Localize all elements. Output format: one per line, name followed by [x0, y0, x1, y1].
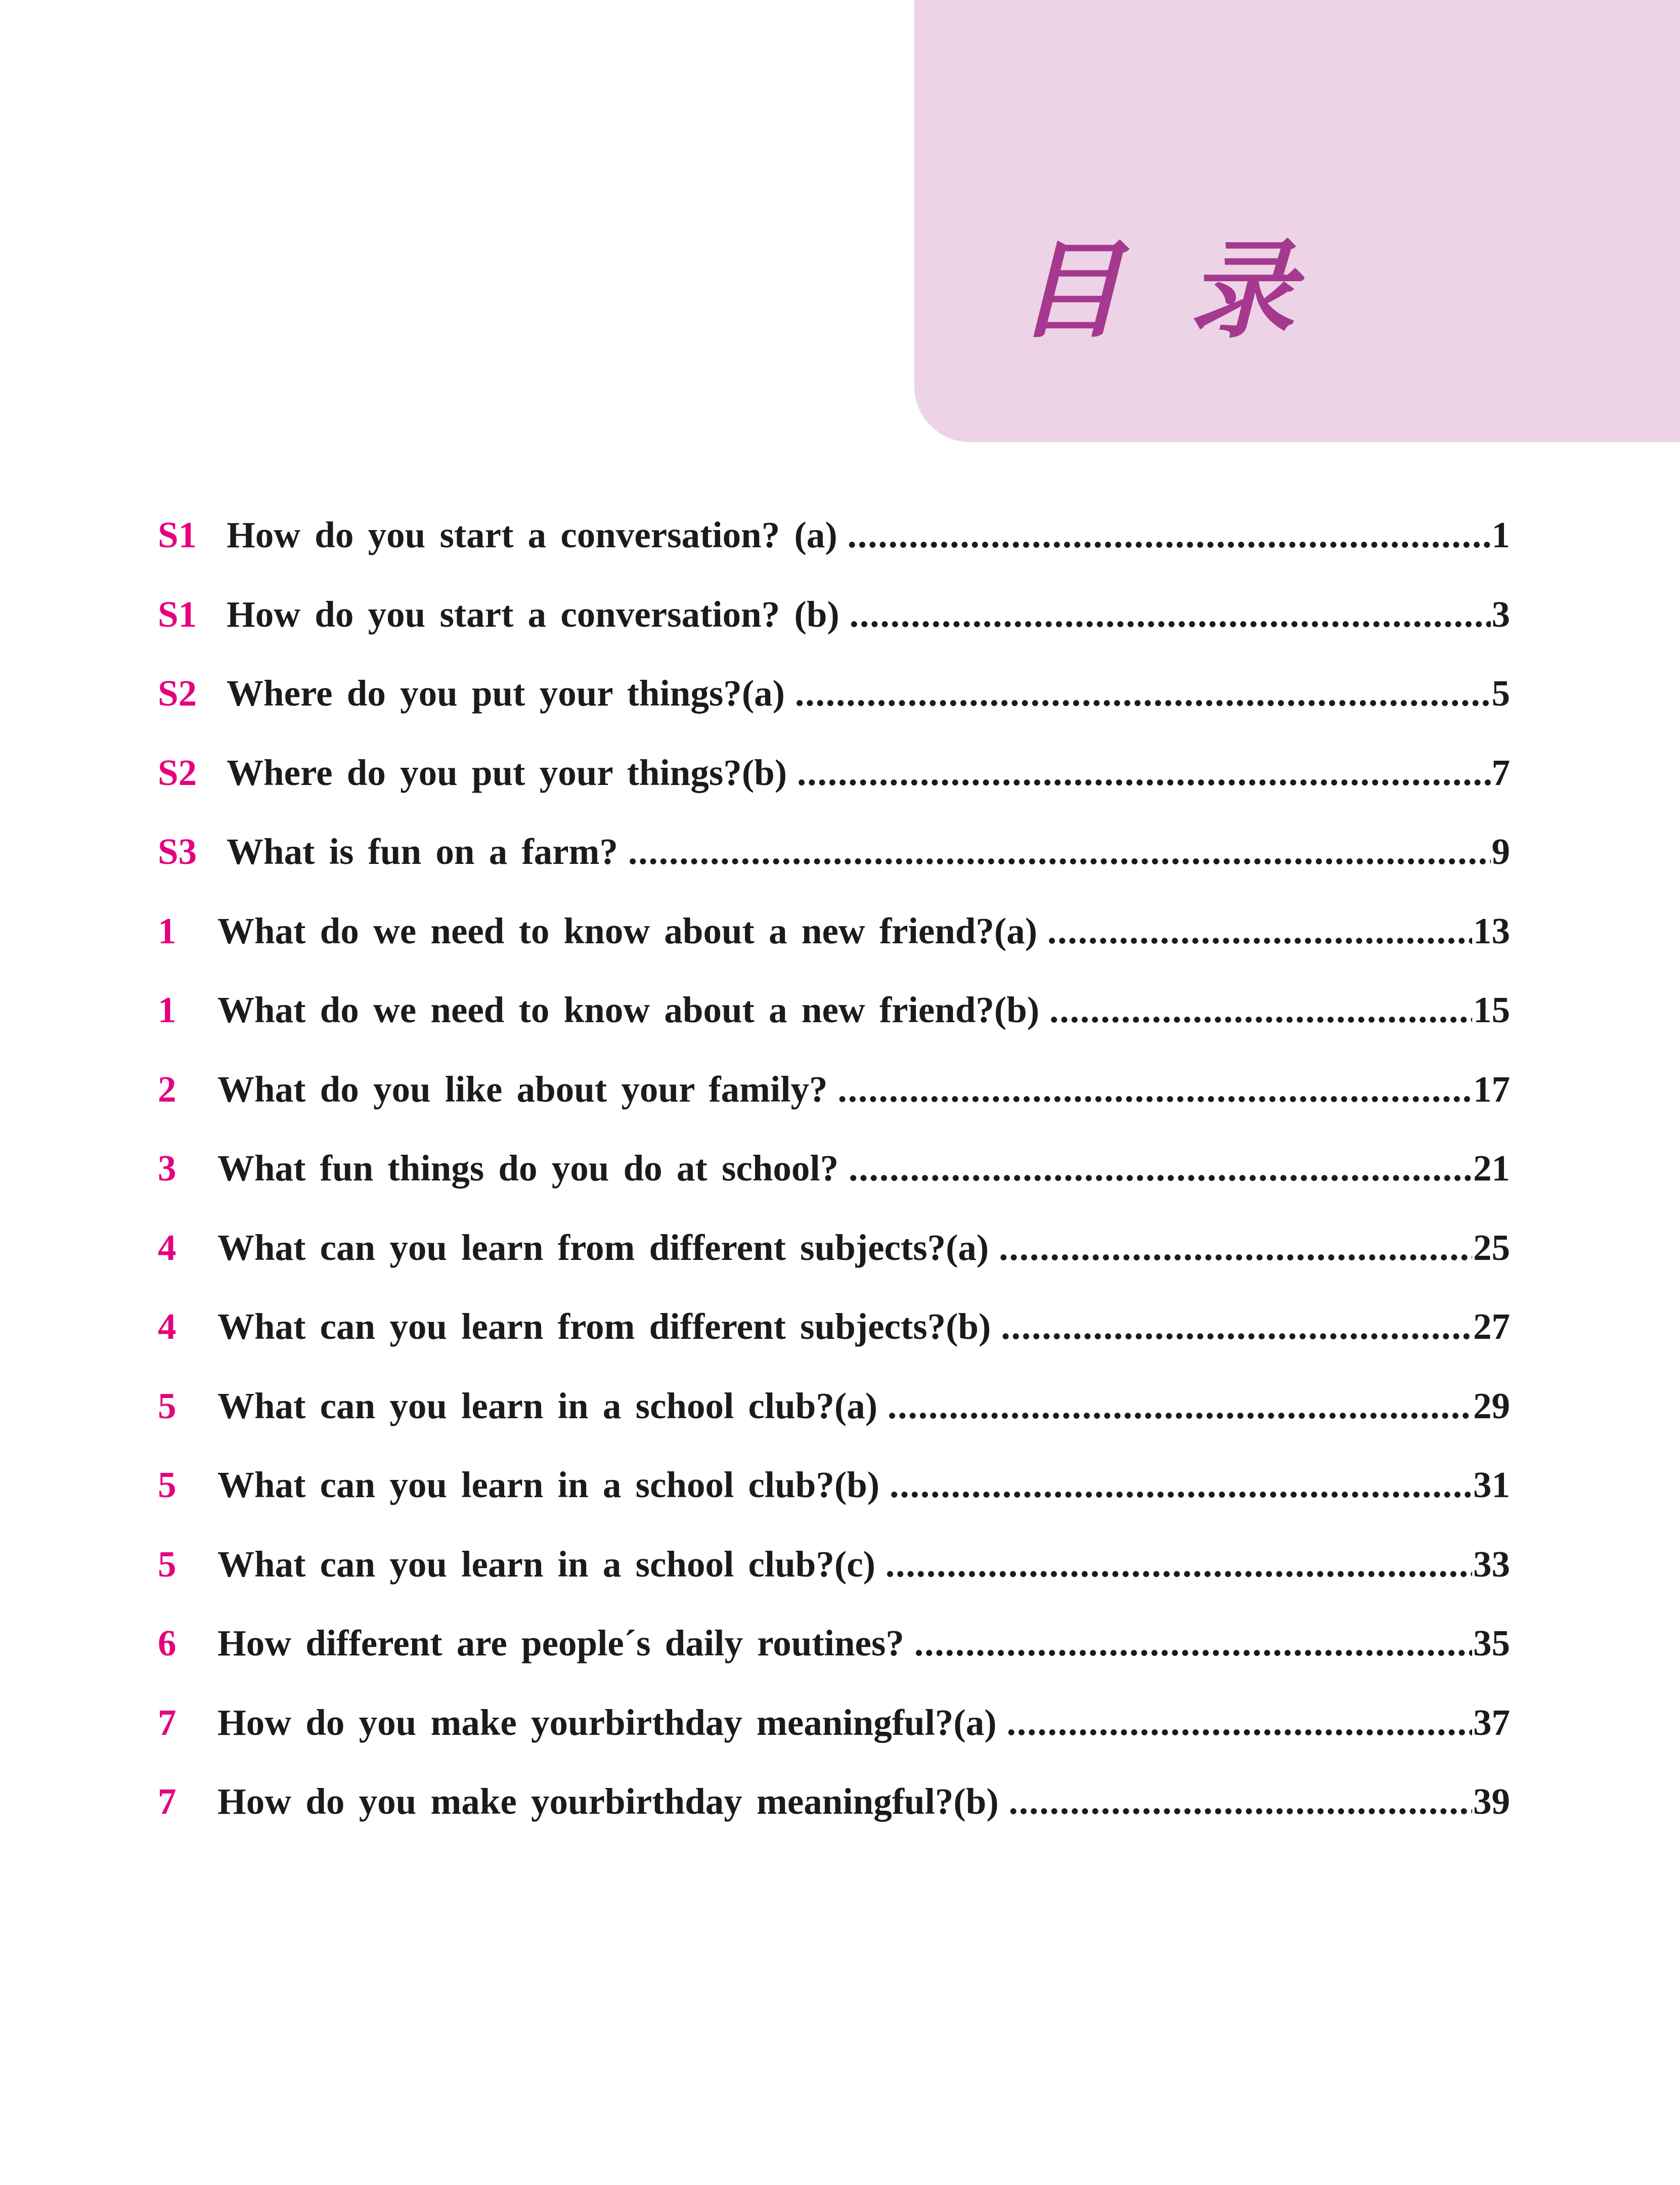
page-number: 15 — [1473, 989, 1510, 1030]
unit-number: S2 — [158, 673, 197, 714]
dot-leader — [1001, 1305, 1472, 1348]
page-number: 7 — [1491, 752, 1510, 793]
entry-title: What do we need to know about a new friend?(a) — [217, 910, 1038, 951]
toc-entry[interactable] — [158, 989, 1510, 1068]
toc-entry[interactable] — [158, 831, 1510, 910]
dot-leader — [849, 1147, 1472, 1190]
toc-entry[interactable] — [158, 1227, 1510, 1306]
page-number: 25 — [1473, 1227, 1510, 1268]
unit-number: S1 — [158, 593, 197, 635]
entry-title: How do you make yourbirthday meaningful?(a) — [217, 1701, 997, 1743]
entry-title: What can you learn in a school club?(b) — [217, 1464, 880, 1505]
entry-title: Where do you put your things?(a) — [227, 673, 785, 714]
unit-number: 6 — [158, 1623, 176, 1664]
dot-leader — [999, 1227, 1472, 1269]
toc-entry[interactable] — [158, 1464, 1510, 1543]
unit-number: 3 — [158, 1148, 176, 1189]
toc-entry[interactable] — [158, 1701, 1510, 1781]
unit-number: 2 — [158, 1068, 176, 1110]
unit-number: S3 — [158, 831, 197, 872]
toc-entry[interactable] — [158, 1147, 1510, 1227]
unit-number: 5 — [158, 1464, 176, 1505]
page-number: 21 — [1473, 1148, 1510, 1189]
unit-number: 7 — [158, 1781, 176, 1822]
entry-title: What can you learn in a school club?(c) — [217, 1543, 875, 1585]
entry-title: How do you start a conversation? (b) — [227, 593, 839, 635]
page-number: 1 — [1491, 514, 1510, 555]
page-number: 5 — [1491, 673, 1510, 714]
toc-entry[interactable] — [158, 514, 1510, 593]
unit-number: 7 — [158, 1701, 176, 1743]
entry-title: What can you learn from different subjects?(b) — [217, 1306, 991, 1347]
page-number: 37 — [1473, 1701, 1510, 1743]
toc-entry[interactable] — [158, 752, 1510, 831]
unit-number: 5 — [158, 1385, 176, 1426]
dot-leader — [890, 1464, 1472, 1506]
unit-number: 4 — [158, 1227, 176, 1268]
dot-leader — [850, 593, 1491, 636]
toc-entry[interactable] — [158, 1622, 1510, 1701]
unit-number: S1 — [158, 514, 197, 555]
page-number: 29 — [1473, 1385, 1510, 1426]
entry-title: How do you make yourbirthday meaningful?(b) — [217, 1781, 999, 1822]
page-number: 39 — [1473, 1781, 1510, 1822]
entry-title: How do you start a conversation? (a) — [227, 514, 837, 555]
toc-entry[interactable] — [158, 910, 1510, 989]
page-number: 17 — [1473, 1068, 1510, 1110]
unit-number: 5 — [158, 1543, 176, 1585]
entry-title: What do we need to know about a new friend?(b) — [217, 989, 1040, 1030]
toc-entry[interactable] — [158, 1068, 1510, 1148]
unit-number: 1 — [158, 989, 176, 1030]
dot-leader — [628, 831, 1491, 873]
page-number: 27 — [1473, 1306, 1510, 1347]
dot-leader — [795, 672, 1491, 715]
entry-title: What do you like about your family? — [217, 1068, 828, 1110]
entry-title: What can you learn in a school club?(a) — [217, 1385, 878, 1426]
toc-entry[interactable] — [158, 593, 1510, 673]
entry-title: What fun things do you do at school? — [217, 1148, 839, 1189]
dot-leader — [797, 752, 1490, 794]
page-number: 31 — [1473, 1464, 1510, 1505]
unit-number: 1 — [158, 910, 176, 951]
dot-leader — [848, 514, 1491, 556]
dot-leader — [886, 1543, 1472, 1586]
entry-title: Where do you put your things?(b) — [227, 752, 787, 793]
entry-title: What can you learn from different subjects?(a) — [217, 1227, 989, 1268]
toc-entry[interactable] — [158, 1385, 1510, 1464]
toc-entry[interactable] — [158, 1543, 1510, 1623]
dot-leader — [888, 1385, 1472, 1427]
unit-number: 4 — [158, 1306, 176, 1347]
page-number: 33 — [1473, 1543, 1510, 1585]
page-number: 35 — [1473, 1623, 1510, 1664]
page-title: 目录 — [1016, 229, 1361, 353]
unit-number: S2 — [158, 752, 197, 793]
entry-title: What is fun on a farm? — [227, 831, 618, 872]
page-number: 3 — [1491, 593, 1510, 635]
title-panel — [914, 0, 1680, 442]
toc-entry[interactable] — [158, 1305, 1510, 1385]
toc-entry[interactable] — [158, 672, 1510, 752]
page-number: 9 — [1491, 831, 1510, 872]
dot-leader — [838, 1068, 1472, 1111]
dot-leader — [1049, 989, 1472, 1031]
table-of-contents — [158, 514, 1510, 1860]
dot-leader — [914, 1622, 1472, 1665]
toc-entry[interactable] — [158, 1780, 1510, 1860]
page-number: 13 — [1473, 910, 1510, 951]
entry-title: How different are people´s daily routines? — [217, 1623, 904, 1664]
dot-leader — [1047, 910, 1472, 952]
dot-leader — [1009, 1780, 1472, 1823]
dot-leader — [1007, 1701, 1472, 1744]
